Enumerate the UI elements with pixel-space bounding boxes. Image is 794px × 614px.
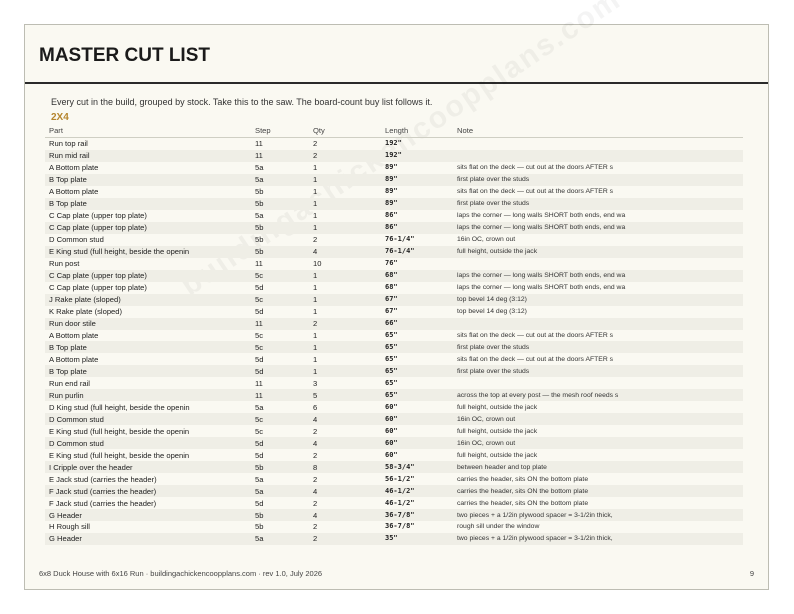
cell-step: 11 xyxy=(255,139,263,149)
document-page xyxy=(24,24,769,590)
cell-note: carries the header, sits ON the bottom plate xyxy=(457,499,589,507)
cell-part: D Common stud xyxy=(45,437,251,449)
cell-part: E King stud (full height, beside the openin xyxy=(49,450,190,460)
table-row xyxy=(45,401,743,413)
cell-qty: 1 xyxy=(309,341,381,353)
cell-step: 5d xyxy=(255,450,264,460)
table-row xyxy=(45,318,743,330)
column-header-length: Length xyxy=(381,124,453,138)
table-row xyxy=(45,234,743,246)
table-row xyxy=(45,413,743,425)
table-row xyxy=(45,473,743,485)
cell-length: 36-7/8" xyxy=(381,509,453,521)
cell-note: full height, outside the jack xyxy=(453,246,743,258)
cell-length: 35" xyxy=(381,533,453,545)
table-row xyxy=(45,270,743,282)
cell-note: first plate over the studs xyxy=(453,174,743,186)
cell-part: B Top plate xyxy=(45,174,251,186)
cell-step: 5a xyxy=(251,533,309,545)
cell-note: sits flat on the deck — cut out at the doors AFTER s xyxy=(457,164,614,172)
cell-part: F Jack stud (carries the header) xyxy=(49,498,157,508)
cell-part: B Top plate xyxy=(45,341,251,353)
table-row xyxy=(45,150,743,162)
intro-text: Every cut in the build, grouped by stock. Take this to the saw. The board-count buy list follows it. xyxy=(51,97,433,107)
cell-qty: 1 xyxy=(313,211,318,221)
cell-qty: 2 xyxy=(313,474,318,484)
cell-qty: 1 xyxy=(313,354,318,364)
cell-length: 46-1/2" xyxy=(385,498,415,507)
table-row xyxy=(45,521,743,533)
cell-length: 65" xyxy=(385,378,398,387)
cell-qty: 1 xyxy=(309,294,381,306)
cell-note: sits flat on the deck — cut out at the doors AFTER s xyxy=(457,331,614,339)
table-row xyxy=(45,294,743,306)
cell-qty: 10 xyxy=(313,259,322,269)
cell-step: 5b xyxy=(251,509,309,521)
cell-note: 16in OC, crown out xyxy=(453,437,743,449)
cell-step: 5c xyxy=(251,270,309,282)
cell-part: D Common stud xyxy=(45,413,251,425)
cell-length: 89" xyxy=(385,187,398,196)
table-row xyxy=(45,258,743,270)
table-row xyxy=(45,485,743,497)
cell-note: carries the header, sits ON the bottom plate xyxy=(457,475,589,483)
cell-part: A Bottom plate xyxy=(49,163,99,173)
cell-note: rough sill under the window xyxy=(457,523,540,531)
cell-part: J Rake plate (sloped) xyxy=(45,294,251,306)
cell-qty: 2 xyxy=(313,235,318,245)
table-row xyxy=(45,210,743,222)
cell-step: 5d xyxy=(255,354,264,364)
cell-step: 5a xyxy=(255,163,264,173)
cell-part: B Top plate xyxy=(45,198,251,210)
cell-note: two pieces + a 1/2in plywood spacer = 3-1/2in thick, xyxy=(453,533,743,545)
cell-note: two pieces + a 1/2in plywood spacer = 3-1/2in thick, xyxy=(453,509,743,521)
cell-step: 11 xyxy=(255,259,263,269)
cell-length: 65" xyxy=(381,341,453,353)
cell-length: 60" xyxy=(381,437,453,449)
table-row xyxy=(45,306,743,318)
cell-part: Run door stile xyxy=(45,318,251,330)
cell-step: 5b xyxy=(251,222,309,234)
cell-part: E King stud (full height, beside the openin xyxy=(45,246,251,258)
cell-part: I Cripple over the header xyxy=(45,461,251,473)
cell-qty: 1 xyxy=(309,174,381,186)
cell-qty: 1 xyxy=(313,163,318,173)
cell-step: 5d xyxy=(255,498,264,508)
column-header-step: Step xyxy=(251,124,309,138)
cell-qty: 2 xyxy=(309,318,381,330)
cell-length: 89" xyxy=(381,198,453,210)
table-row xyxy=(45,425,743,437)
cell-note: between header and top plate xyxy=(453,461,743,473)
stock-heading: 2X4 xyxy=(51,112,69,123)
cell-length: 67" xyxy=(381,294,453,306)
table-row xyxy=(45,138,743,150)
cell-step: 5b xyxy=(251,198,309,210)
table-row xyxy=(45,449,743,461)
cell-step: 11 xyxy=(251,150,309,162)
cell-note: 16in OC, crown out xyxy=(453,413,743,425)
cell-length: 60" xyxy=(381,413,453,425)
cell-qty: 4 xyxy=(309,246,381,258)
cell-length: 89" xyxy=(385,163,398,172)
cell-length: 65" xyxy=(381,365,453,377)
cell-part: Run post xyxy=(49,259,80,269)
cell-length: 65" xyxy=(381,389,453,401)
cell-part: C Cap plate (upper top plate) xyxy=(45,222,251,234)
cell-note: top bevel 14 deg (3:12) xyxy=(457,308,527,316)
cell-length: 60" xyxy=(385,450,398,459)
cell-length: 65" xyxy=(385,330,398,339)
table-row xyxy=(45,222,743,234)
page-number: 9 xyxy=(749,569,754,578)
table-row xyxy=(45,377,743,389)
cell-length: 86" xyxy=(381,222,453,234)
cell-note: full height, outside the jack xyxy=(457,403,538,411)
cell-length: 76" xyxy=(385,259,398,268)
cell-step: 5b xyxy=(255,235,264,245)
cell-part: Run end rail xyxy=(49,378,90,388)
cut-list-body xyxy=(45,138,743,545)
cell-part: D King stud (full height, beside the openin xyxy=(49,402,190,412)
cell-note: sits flat on the deck — cut out at the doors AFTER s xyxy=(457,188,614,196)
cell-note: laps the corner — long walls SHORT both ends, end wa xyxy=(457,212,626,220)
cell-qty: 6 xyxy=(313,402,318,412)
cell-step: 5a xyxy=(255,402,264,412)
cell-step: 5d xyxy=(255,283,264,293)
cell-length: 46-1/2" xyxy=(381,485,453,497)
cell-qty: 2 xyxy=(309,150,381,162)
cell-length: 68" xyxy=(385,283,398,292)
table-header-row xyxy=(45,124,743,138)
cell-qty: 2 xyxy=(309,533,381,545)
cell-note xyxy=(453,377,743,389)
cell-step: 5c xyxy=(255,330,264,340)
cell-note xyxy=(453,150,743,162)
cell-qty: 1 xyxy=(309,222,381,234)
page-title: MASTER CUT LIST xyxy=(39,45,210,66)
cell-part: H Rough sill xyxy=(49,522,90,532)
cell-step: 5a xyxy=(255,474,264,484)
footer-text: 6x8 Duck House with 6x16 Run · buildingachickencoopplans.com · rev 1.0, July 2026 xyxy=(39,569,323,578)
cell-qty: 1 xyxy=(313,283,318,293)
column-header-note: Note xyxy=(453,124,743,138)
cell-note xyxy=(453,138,743,150)
cell-part: G Header xyxy=(45,533,251,545)
cell-part: Run purlin xyxy=(45,389,251,401)
cell-part: B Top plate xyxy=(45,365,251,377)
cell-part: E Jack stud (carries the header) xyxy=(49,474,157,484)
cell-length: 58-3/4" xyxy=(381,461,453,473)
cell-part: A Bottom plate xyxy=(49,187,99,197)
cell-part: D Common stud xyxy=(49,235,104,245)
title-divider xyxy=(25,82,768,84)
cell-qty: 4 xyxy=(309,437,381,449)
table-row xyxy=(45,330,743,342)
cell-note: 16in OC, crown out xyxy=(457,236,516,244)
cell-qty: 1 xyxy=(313,187,318,197)
cell-length: 66" xyxy=(381,318,453,330)
table-row xyxy=(45,533,743,545)
cell-note: across the top at every post — the mesh roof needs s xyxy=(453,389,743,401)
cell-step: 5b xyxy=(255,187,264,197)
table-row xyxy=(45,389,743,401)
table-row xyxy=(45,246,743,258)
cell-length: 76-1/4" xyxy=(385,235,415,244)
table-row xyxy=(45,365,743,377)
cell-part: G Header xyxy=(45,509,251,521)
cell-length: 60" xyxy=(385,402,398,411)
cell-qty: 2 xyxy=(313,498,318,508)
cell-qty: 2 xyxy=(313,426,318,436)
cell-step: 5c xyxy=(251,413,309,425)
cell-note: top bevel 14 deg (3:12) xyxy=(453,294,743,306)
cell-length: 192" xyxy=(385,139,402,148)
cut-list-table xyxy=(45,124,743,545)
cell-length: 86" xyxy=(385,211,398,220)
table-row xyxy=(45,162,743,174)
table-row xyxy=(45,497,743,509)
cell-length: 192" xyxy=(381,150,453,162)
cell-step: 5d xyxy=(255,307,264,317)
cell-step: 5a xyxy=(251,485,309,497)
cell-step: 5d xyxy=(251,365,309,377)
table-row xyxy=(45,341,743,353)
table-row xyxy=(45,198,743,210)
cell-note: first plate over the studs xyxy=(453,365,743,377)
cell-length: 65" xyxy=(385,354,398,363)
cell-note: sits flat on the deck — cut out at the doors AFTER s xyxy=(457,355,614,363)
table-row xyxy=(45,174,743,186)
cell-qty: 4 xyxy=(309,509,381,521)
cell-note: carries the header, sits ON the bottom plate xyxy=(453,485,743,497)
cell-length: 36-7/8" xyxy=(385,522,415,531)
cell-qty: 1 xyxy=(309,365,381,377)
cell-part: Run top rail xyxy=(49,139,88,149)
cell-qty: 2 xyxy=(313,450,318,460)
cell-length: 68" xyxy=(381,270,453,282)
cell-note: laps the corner — long walls SHORT both ends, end wa xyxy=(453,222,743,234)
cell-part: Run mid rail xyxy=(45,150,251,162)
cell-step: 11 xyxy=(255,378,263,388)
cell-qty: 1 xyxy=(309,270,381,282)
cell-qty: 4 xyxy=(309,485,381,497)
cell-qty: 1 xyxy=(313,330,318,340)
cell-step: 5d xyxy=(251,437,309,449)
cell-step: 5b xyxy=(251,461,309,473)
cell-note: laps the corner — long walls SHORT both ends, end wa xyxy=(453,270,743,282)
cell-note: laps the corner — long walls SHORT both ends, end wa xyxy=(457,284,626,292)
table-row xyxy=(45,353,743,365)
cell-note xyxy=(453,258,743,270)
table-row xyxy=(45,509,743,521)
cell-length: 76-1/4" xyxy=(381,246,453,258)
cell-note: full height, outside the jack xyxy=(457,427,538,435)
cell-step: 5c xyxy=(251,294,309,306)
cell-qty: 2 xyxy=(313,522,318,532)
cell-part: C Cap plate (upper top plate) xyxy=(49,211,147,221)
cell-note xyxy=(453,318,743,330)
column-header-part: Part xyxy=(45,124,251,138)
cell-part: C Cap plate (upper top plate) xyxy=(45,270,251,282)
cell-qty: 8 xyxy=(309,461,381,473)
cell-qty: 2 xyxy=(313,139,318,149)
cell-part: E King stud (full height, beside the openin xyxy=(49,426,190,436)
cell-qty: 1 xyxy=(309,198,381,210)
cell-step: 5b xyxy=(255,522,264,532)
table-row xyxy=(45,186,743,198)
cell-part: K Rake plate (sloped) xyxy=(49,307,123,317)
cell-length: 89" xyxy=(381,174,453,186)
cell-part: C Cap plate (upper top plate) xyxy=(49,283,147,293)
table-row xyxy=(45,437,743,449)
cell-length: 60" xyxy=(385,426,398,435)
cell-qty: 1 xyxy=(313,307,318,317)
cell-step: 5a xyxy=(255,211,264,221)
cell-step: 5c xyxy=(251,341,309,353)
cell-step: 5c xyxy=(255,426,264,436)
cell-step: 11 xyxy=(251,389,309,401)
cell-note: first plate over the studs xyxy=(453,341,743,353)
cell-part: A Bottom plate xyxy=(49,330,99,340)
cell-part: A Bottom plate xyxy=(49,354,99,364)
table-row xyxy=(45,461,743,473)
cell-part: F Jack stud (carries the header) xyxy=(45,485,251,497)
cell-step: 5b xyxy=(251,246,309,258)
column-header-qty: Qty xyxy=(309,124,381,138)
cell-qty: 4 xyxy=(309,413,381,425)
cell-note: full height, outside the jack xyxy=(457,451,538,459)
cell-length: 67" xyxy=(385,307,398,316)
table-row xyxy=(45,282,743,294)
cell-note: first plate over the studs xyxy=(453,198,743,210)
cell-qty: 5 xyxy=(309,389,381,401)
cell-step: 5a xyxy=(251,174,309,186)
cell-qty: 3 xyxy=(313,378,318,388)
cell-step: 11 xyxy=(251,318,309,330)
cell-length: 56-1/2" xyxy=(385,474,415,483)
